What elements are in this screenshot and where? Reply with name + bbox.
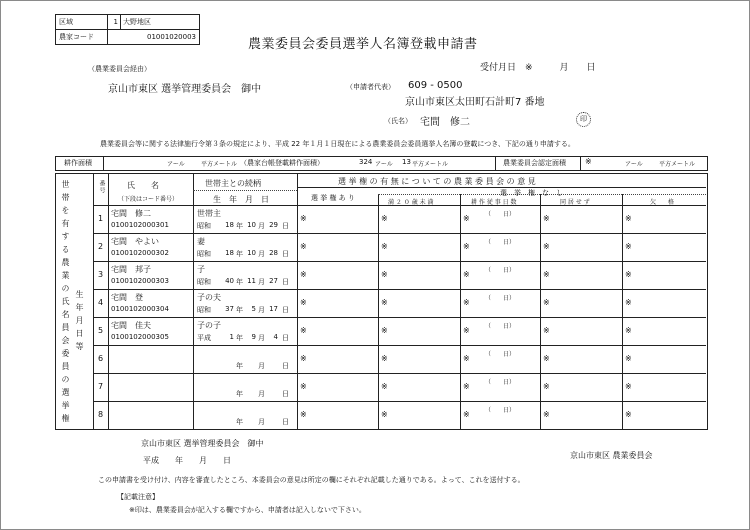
row-day-value: 4 — [273, 333, 278, 341]
region-no: 1 — [108, 15, 121, 30]
row-year-unit: 年 — [236, 250, 243, 258]
row-day-unit: 日 — [282, 250, 289, 258]
caution-text: ※印は、農業委員会が記入する欄ですから、申請者は記入しないで下さい。 — [129, 506, 366, 514]
row-day-value: 27 — [269, 277, 278, 285]
opinion-mark: ※ — [543, 410, 550, 419]
row-day-unit: 日 — [282, 418, 289, 426]
days-unit: （ 日） — [485, 295, 516, 302]
opinion-mark: ※ — [381, 214, 388, 223]
ledger-sqm-unit: 平方メートル — [412, 161, 449, 168]
opinion-mark: ※ — [625, 242, 632, 251]
recipient: 京山市東区 選挙管理委員会 御中 — [108, 84, 262, 95]
opinion-mark: ※ — [625, 326, 632, 335]
row-code: 0100102000302 — [111, 249, 169, 257]
opinion-mark: ※ — [463, 326, 470, 335]
opinion-mark: ※ — [381, 410, 388, 419]
no-label: 番号 — [98, 180, 105, 194]
opinion-mark: ※ — [300, 214, 307, 223]
applicant-address: 京山市東区太田町石計町7 番地 — [405, 97, 545, 108]
opinion-mark: ※ — [625, 410, 632, 419]
row-code: 0100102000305 — [111, 333, 169, 341]
opinion-mark: ※ — [300, 326, 307, 335]
name-subheader: （下段はコード番号） — [118, 196, 179, 203]
opinion-mark: ※ — [381, 354, 388, 363]
row-day-unit: 日 — [282, 362, 289, 370]
via-note: （農業委員会経由） — [88, 65, 151, 73]
row-year-value: 18 — [225, 249, 234, 257]
footer-date: 平成 年 月 日 — [143, 456, 231, 465]
opinion-mark: ※ — [381, 298, 388, 307]
seal-mark: 印 — [576, 112, 591, 127]
days-unit: （ 日） — [485, 351, 516, 358]
row-day-unit: 日 — [282, 390, 289, 398]
opinion-mark: ※ — [625, 382, 632, 391]
statement: 農業委員会等に関する法律施行令第３条の規定により、平成 22 年１月１日現在による農業委員会委員選挙人名簿の登載につき、下記の通り申請する。 — [100, 140, 575, 148]
row-month-value: 10 — [247, 249, 256, 257]
opinion-mark: ※ — [543, 298, 550, 307]
absence-header: 欠 格 — [650, 199, 675, 206]
row-relation: 世帯主 — [197, 209, 221, 218]
page-title: 農業委員会委員選挙人名簿登載申請書 — [248, 37, 478, 52]
row-no: 7 — [98, 382, 104, 391]
row-day-value: 17 — [269, 305, 278, 313]
opinion-mark: ※ — [543, 214, 550, 223]
opinion-mark: ※ — [300, 410, 307, 419]
area-label: 耕作面積 — [64, 159, 92, 167]
row-day-unit: 日 — [282, 278, 289, 286]
days-unit: （ 日） — [485, 379, 516, 386]
row-era: 昭和 — [197, 306, 211, 314]
region-name: 大野地区 — [121, 15, 200, 30]
row-era: 昭和 — [197, 278, 211, 286]
row-no: 6 — [98, 354, 104, 363]
row-no: 8 — [98, 410, 104, 419]
row-month-unit: 月 — [258, 362, 265, 370]
opinion-mark: ※ — [543, 382, 550, 391]
row-day-value: 29 — [269, 221, 278, 229]
row-month-unit: 月 — [258, 418, 265, 426]
row-era: 昭和 — [197, 222, 211, 230]
row-relation: 妻 — [197, 237, 205, 246]
under20-header: 満 ２ ０ 歳 未 満 — [388, 199, 434, 206]
area-sqm-unit: 平方メートル — [201, 161, 238, 168]
row-month-unit: 月 — [258, 222, 265, 230]
row-no: 4 — [98, 298, 104, 307]
cert-are-unit: アール — [625, 161, 643, 168]
opinion-mark: ※ — [300, 298, 307, 307]
row-month-value: 9 — [251, 333, 256, 341]
row-no: 5 — [98, 326, 104, 335]
no-right-header: 選 挙 権 な し — [500, 189, 563, 197]
row-year-value: 40 — [225, 277, 234, 285]
opinion-mark: ※ — [381, 326, 388, 335]
opinion-mark: ※ — [543, 354, 550, 363]
row-no: 3 — [98, 270, 104, 279]
row-relation: 子 — [197, 265, 205, 274]
row-day-unit: 日 — [282, 306, 289, 314]
row-year-unit: 年 — [236, 390, 243, 398]
row-year-unit: 年 — [236, 278, 243, 286]
row-relation: 子の子 — [197, 321, 221, 330]
row-year-value: 1 — [229, 333, 234, 341]
opinion-mark: ※ — [381, 270, 388, 279]
row-day-unit: 日 — [282, 334, 289, 342]
opinion-mark: ※ — [463, 214, 470, 223]
row-year-unit: 年 — [236, 306, 243, 314]
row-month-unit: 月 — [258, 306, 265, 314]
area-are-unit: アール — [167, 161, 185, 168]
footer-sender: 京山市東区 農業委員会 — [570, 451, 653, 460]
opinion-mark: ※ — [625, 270, 632, 279]
row-year-unit: 年 — [236, 334, 243, 342]
opinion-mark: ※ — [463, 298, 470, 307]
name-header: 氏 名 — [127, 181, 159, 190]
days-unit: （ 日） — [485, 211, 516, 218]
cert-area-label: 農業委員会認定面積 — [503, 159, 566, 167]
side-label: 世帯を有する農業の氏名員会委員の選挙権 — [61, 180, 70, 427]
row-code: 0100102000304 — [111, 305, 169, 313]
cert-mark: ※ — [585, 157, 592, 166]
no-reside-header: 同 居 せ ず — [560, 199, 590, 206]
has-right-header: 選 挙 権 あ り — [311, 194, 355, 202]
code-box — [55, 14, 200, 45]
row-name: 宅間 佳夫 — [111, 321, 151, 330]
row-no: 2 — [98, 242, 104, 251]
row-name: 宅間 邦子 — [111, 265, 151, 274]
row-year-value: 18 — [225, 221, 234, 229]
ledger-are-value: 324 — [359, 158, 373, 166]
opinion-header: 選 挙 権 の 有 無 に つ い て の 農 業 委 員 会 の 意 見 — [338, 177, 536, 186]
row-year-value: 37 — [225, 305, 234, 313]
row-no: 1 — [98, 214, 104, 223]
caution-title: 【記載注意】 — [117, 493, 159, 501]
ledger-are-unit: アール — [375, 161, 393, 168]
footer-note: この申請書を受け付け、内容を審査したところ、本委員会の意見は所定の欄にそれぞれ記載した通りである。よって、これを送付する。 — [98, 476, 525, 484]
postal-code: 609 - 0500 — [408, 80, 463, 91]
row-month-unit: 月 — [258, 334, 265, 342]
footer-recipient: 京山市東区 選挙管理委員会 御中 — [141, 439, 264, 448]
region-label: 区域 — [56, 15, 108, 30]
opinion-mark: ※ — [625, 298, 632, 307]
opinion-mark: ※ — [300, 242, 307, 251]
farm-code: 01001020003 — [108, 30, 200, 45]
opinion-mark: ※ — [463, 354, 470, 363]
row-name: 宅間 修二 — [111, 209, 151, 218]
opinion-mark: ※ — [463, 270, 470, 279]
opinion-mark: ※ — [300, 270, 307, 279]
ledger-label: （農家台帳登載耕作面積） — [240, 159, 324, 167]
opinion-mark: ※ — [463, 410, 470, 419]
opinion-mark: ※ — [381, 242, 388, 251]
row-month-value: 10 — [247, 221, 256, 229]
row-relation: 子の夫 — [197, 293, 221, 302]
days-unit: （ 日） — [485, 407, 516, 414]
row-code: 0100102000303 — [111, 277, 169, 285]
row-year-unit: 年 — [236, 418, 243, 426]
opinion-mark: ※ — [625, 214, 632, 223]
row-month-unit: 月 — [258, 278, 265, 286]
farm-code-label: 農家コード — [56, 30, 108, 45]
cert-sqm-unit: 平方メートル — [659, 161, 696, 168]
row-name: 宅間 やよい — [111, 237, 159, 246]
row-month-value: 11 — [247, 277, 256, 285]
row-year-unit: 年 — [236, 222, 243, 230]
opinion-mark: ※ — [381, 382, 388, 391]
days-unit: （ 日） — [485, 239, 516, 246]
opinion-mark: ※ — [300, 382, 307, 391]
row-name: 宅間 登 — [111, 293, 143, 302]
ledger-sqm-value: 13 — [402, 158, 411, 166]
row-day-unit: 日 — [282, 222, 289, 230]
opinion-mark: ※ — [300, 354, 307, 363]
row-era: 平成 — [197, 334, 211, 342]
days-unit: （ 日） — [485, 323, 516, 330]
row-month-unit: 月 — [258, 250, 265, 258]
row-code: 0100102000301 — [111, 221, 169, 229]
side-label-right: 生年月日等 — [75, 290, 84, 355]
days-unit: （ 日） — [485, 267, 516, 274]
birth-header: 生 年 月 日 — [213, 195, 269, 204]
row-era: 昭和 — [197, 250, 211, 258]
relation-header: 世帯主との続柄 — [205, 179, 261, 188]
receipt-date: 受付月日 ※ 月 日 — [480, 63, 596, 73]
name-label: （氏名） — [384, 117, 412, 125]
days-header: 耕 作 従 事 日 数 — [471, 199, 517, 206]
row-day-value: 28 — [269, 249, 278, 257]
rep-label: （申請者代表） — [346, 83, 395, 91]
row-year-unit: 年 — [236, 362, 243, 370]
opinion-mark: ※ — [543, 326, 550, 335]
row-month-value: 5 — [251, 305, 256, 313]
opinion-mark: ※ — [543, 242, 550, 251]
opinion-mark: ※ — [625, 354, 632, 363]
opinion-mark: ※ — [463, 242, 470, 251]
opinion-mark: ※ — [543, 270, 550, 279]
row-month-unit: 月 — [258, 390, 265, 398]
opinion-mark: ※ — [463, 382, 470, 391]
applicant-name: 宅間 修二 — [420, 117, 470, 128]
